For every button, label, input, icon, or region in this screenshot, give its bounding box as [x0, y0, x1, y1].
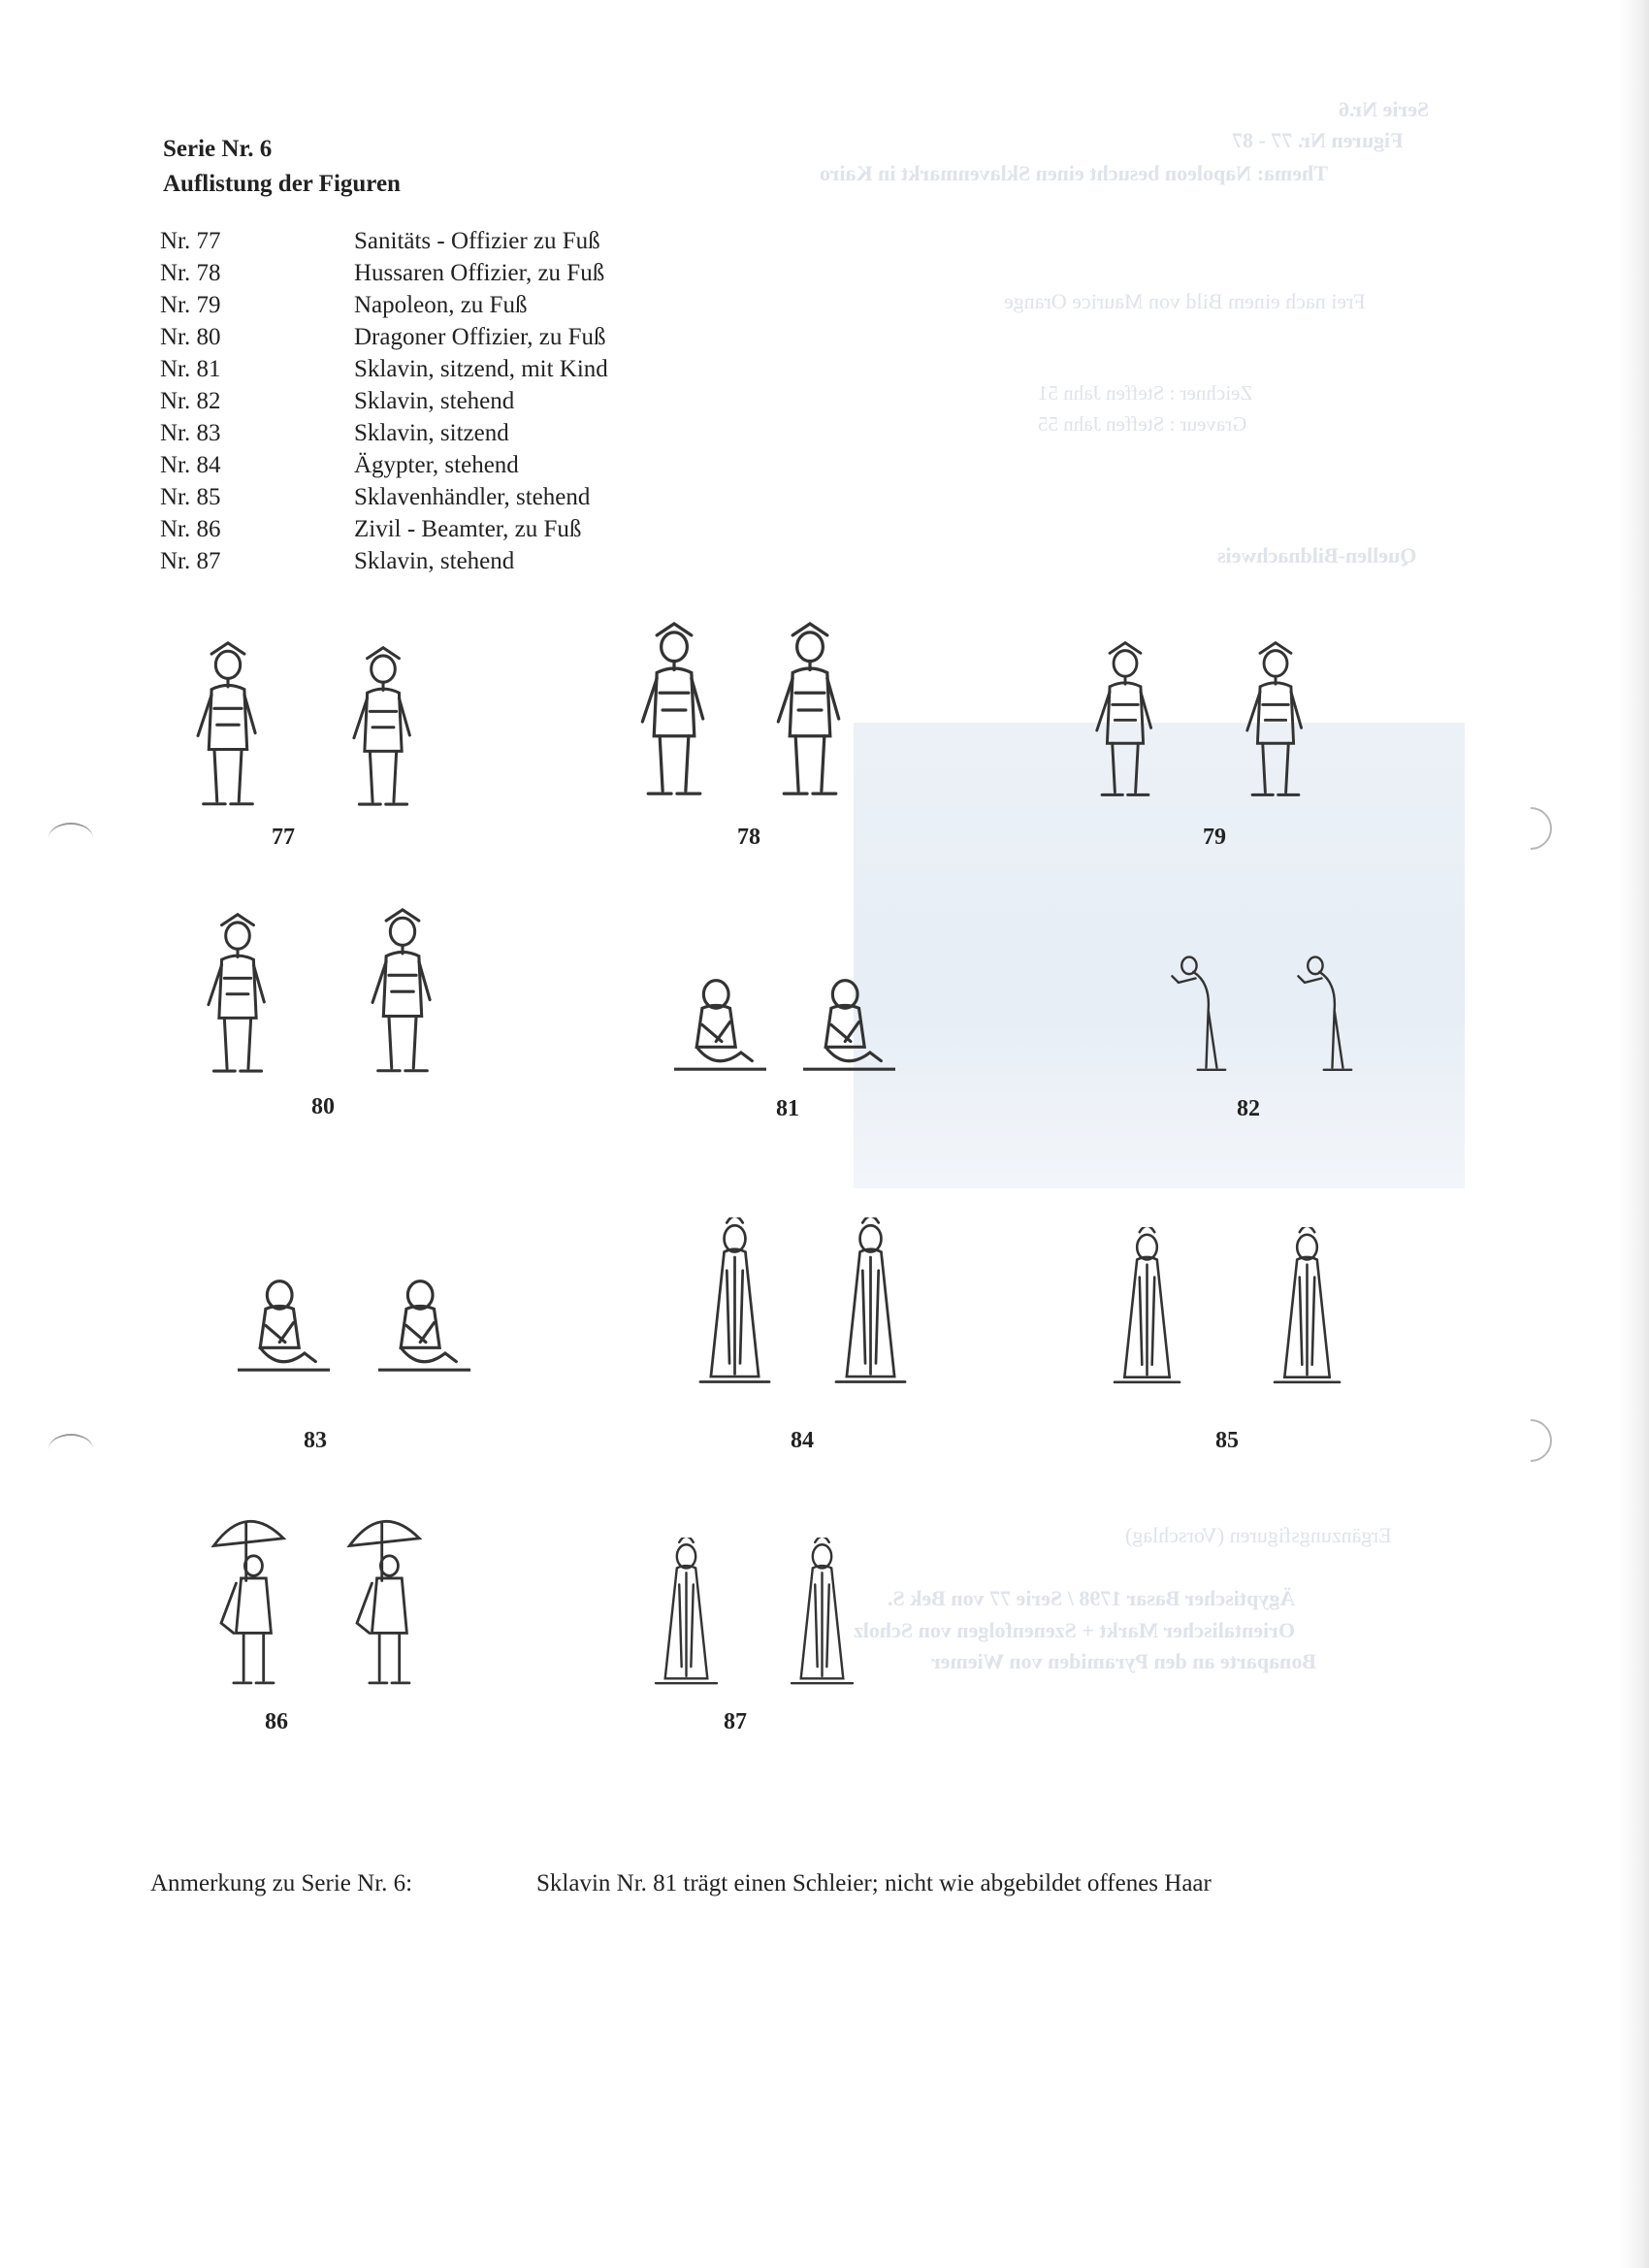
list-item	[160, 353, 608, 385]
figure-80-front	[184, 912, 291, 1082]
figure-caption: 84	[791, 1428, 814, 1453]
list-item	[160, 449, 608, 481]
list-item	[160, 321, 608, 353]
list-item	[160, 513, 608, 545]
figure-description: Dragoner Offizier, zu Fuß	[354, 324, 606, 350]
figure-84-front	[694, 1217, 776, 1387]
figure-86-back	[335, 1508, 432, 1688]
figure-83-front	[238, 1276, 330, 1373]
figure-80-back	[349, 907, 456, 1082]
page-edge-shadow	[1620, 0, 1649, 2268]
figure-number: Nr. 79	[160, 292, 221, 318]
figure-description: Sklavin, sitzend, mit Kind	[354, 356, 608, 382]
punch-hole-mark	[48, 823, 93, 854]
bleed-through-text: Ägyptischer Basar 1798 / Serie 77 von Bek S.	[888, 1586, 1296, 1610]
document-header	[163, 132, 401, 202]
figure-82-back	[1280, 951, 1363, 1072]
figure-82-front	[1154, 951, 1237, 1072]
figure-77-front	[175, 640, 281, 815]
figure-caption: 80	[311, 1094, 335, 1119]
figure-81-back	[803, 975, 895, 1072]
figure-description: Zivil - Beamter, zu Fuß	[354, 516, 582, 542]
bleed-through-text: Frei nach einem Bild von Maurice Orange	[1004, 289, 1366, 313]
figure-81-front	[674, 975, 766, 1072]
bleed-through-text: Thema: Napoleon besucht einen Sklavenmarkt in Kairo	[820, 161, 1328, 185]
figure-number: Nr. 77	[160, 228, 221, 254]
figure-78-front	[621, 621, 728, 805]
bleed-through-text: Orientalischer Markt + Szenenfolgen von Scholz	[854, 1618, 1296, 1642]
figure-85-back	[1261, 1227, 1353, 1387]
figure-caption: 85	[1215, 1428, 1239, 1453]
figure-description: Sanitäts - Offizier zu Fuß	[354, 228, 600, 254]
list-item	[160, 225, 608, 257]
figure-caption: 77	[272, 825, 295, 850]
figure-number: Nr. 80	[160, 324, 221, 350]
figure-number: Nr. 87	[160, 548, 221, 574]
note-label: Anmerkung zu Serie Nr. 6:	[150, 1870, 413, 1896]
bleed-through-text: Zeichner : Steffen Jahn 51	[1038, 381, 1253, 405]
series-title: Serie Nr. 6	[163, 136, 273, 162]
list-subtitle: Auflistung der Figuren	[163, 171, 401, 197]
figure-number: Nr. 78	[160, 260, 221, 286]
figure-description: Hussaren Offizier, zu Fuß	[354, 260, 605, 286]
bleed-through-text: Serie Nr.6	[1339, 97, 1430, 121]
figure-caption: 81	[776, 1096, 799, 1121]
figure-caption: 86	[265, 1709, 288, 1734]
bleed-through-text: Quellen-Bildnachweis	[1217, 543, 1417, 567]
list-item	[160, 417, 608, 449]
bleed-through-text: Graveur : Steffen Jahn 55	[1038, 412, 1247, 436]
list-item	[160, 257, 608, 289]
figure-caption: 83	[304, 1428, 327, 1453]
figure-description: Sklavin, stehend	[354, 388, 515, 414]
figure-caption: 82	[1237, 1096, 1260, 1121]
figure-87-back	[781, 1538, 863, 1688]
figure-number: Nr. 82	[160, 388, 221, 414]
figure-description: Sklavenhändler, stehend	[354, 484, 591, 510]
bleed-through-text: Figuren Nr. 77 - 87	[1232, 128, 1404, 152]
figure-description: Sklavin, sitzend	[354, 420, 509, 446]
bleed-through-text: Bonaparte an den Pyramiden von Wiemer	[931, 1649, 1317, 1673]
figure-caption: 87	[724, 1709, 747, 1734]
list-item	[160, 481, 608, 513]
figure-77-back	[330, 645, 436, 815]
figure-86-front	[199, 1508, 296, 1688]
figure-caption: 79	[1203, 825, 1226, 850]
list-item	[160, 385, 608, 417]
punch-hole-mark	[48, 1434, 93, 1465]
figure-description: Ägypter, stehend	[354, 452, 519, 478]
list-item	[160, 289, 608, 321]
figure-78-back	[757, 621, 863, 805]
note-text: Sklavin Nr. 81 trägt einen Schleier; nicht wie abgebildet offenes Haar	[536, 1870, 1212, 1896]
punch-hole	[1501, 1410, 1561, 1471]
figure-87-front	[645, 1538, 728, 1688]
bleed-through-text: Ergänzungsfiguren (Vorschlag)	[1125, 1523, 1392, 1547]
figure-84-back	[829, 1217, 912, 1387]
figure-number: Nr. 81	[160, 356, 221, 382]
figures-list	[160, 225, 608, 577]
figure-caption: 78	[737, 825, 760, 850]
figure-number: Nr. 86	[160, 516, 221, 542]
figure-description: Napoleon, zu Fuß	[354, 292, 528, 318]
figure-description: Sklavin, stehend	[354, 548, 515, 574]
list-item	[160, 545, 608, 577]
punch-hole	[1501, 798, 1561, 859]
figure-85-front	[1101, 1227, 1193, 1387]
figure-79-front	[1227, 640, 1324, 805]
figure-number: Nr. 85	[160, 484, 221, 510]
figure-number: Nr. 84	[160, 452, 221, 478]
figure-83-back	[378, 1276, 470, 1373]
figure-79-back	[1077, 640, 1174, 805]
figure-number: Nr. 83	[160, 420, 221, 446]
